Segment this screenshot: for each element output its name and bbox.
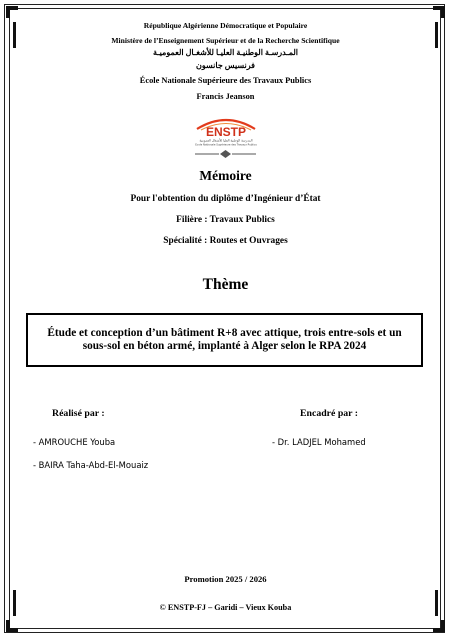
republic-heading: République Algérienne Démocratique et Populaire [143, 21, 308, 30]
theme-title: Étude et conception d’un bâtiment R+8 avec attique, trois entre-sols et un sous-sol en béton armé, implanté à Alger selon le RPA 2024 [47, 327, 402, 352]
document-type: Mémoire [199, 168, 252, 183]
school-subname: Francis Jeanson [196, 92, 255, 101]
filiere: Filière : Travaux Publics [176, 215, 275, 225]
corner-ornament [6, 620, 18, 632]
theme-label: Thème [202, 276, 249, 293]
authors-label: Réalisé par : [52, 408, 105, 419]
specialite: Spécialité : Routes et Ouvrages [163, 236, 288, 246]
supervisor-label: Encadré par : [300, 408, 359, 419]
corner-ornament [6, 6, 18, 18]
promotion: Promotion 2025 / 2026 [184, 574, 267, 584]
school-name: École Nationale Supérieure des Travaux Publics [139, 76, 312, 85]
enstp-logo [189, 115, 263, 147]
logo-text: ENSTP [205, 125, 247, 139]
copyright: © ENSTP-FJ – Garidi – Vieux Kouba [159, 603, 292, 612]
corner-ornament [433, 6, 445, 18]
corner-ornament [433, 620, 445, 632]
logo-arabic-caption: المدرسة الوطنية العليا للأشغال العمومية [199, 138, 253, 143]
author-name: - AMROUCHE Youba [33, 437, 116, 447]
school-arabic-subname: فرنسيس جانسون [196, 61, 255, 70]
logo-latin-caption: Ecole Nationale Supérieure des Travaux Publics [195, 143, 257, 147]
degree-purpose: Pour l'obtention du diplôme d’Ingénieur d’État [130, 194, 321, 204]
theme-box [26, 313, 423, 367]
supervisor-name: - Dr. LADJEL Mohamed [272, 437, 366, 447]
school-arabic-name: المـدرسـة الوطنيـة العليـا للأشغـال العموميـة [153, 48, 298, 57]
ornament-divider [195, 150, 256, 158]
author-name: - BAIRA Taha-Abd-El-Mouaiz [33, 460, 149, 470]
ministry-heading: Ministère de l’Enseignement Supérieur et de la Recherche Scientifique [111, 36, 340, 45]
